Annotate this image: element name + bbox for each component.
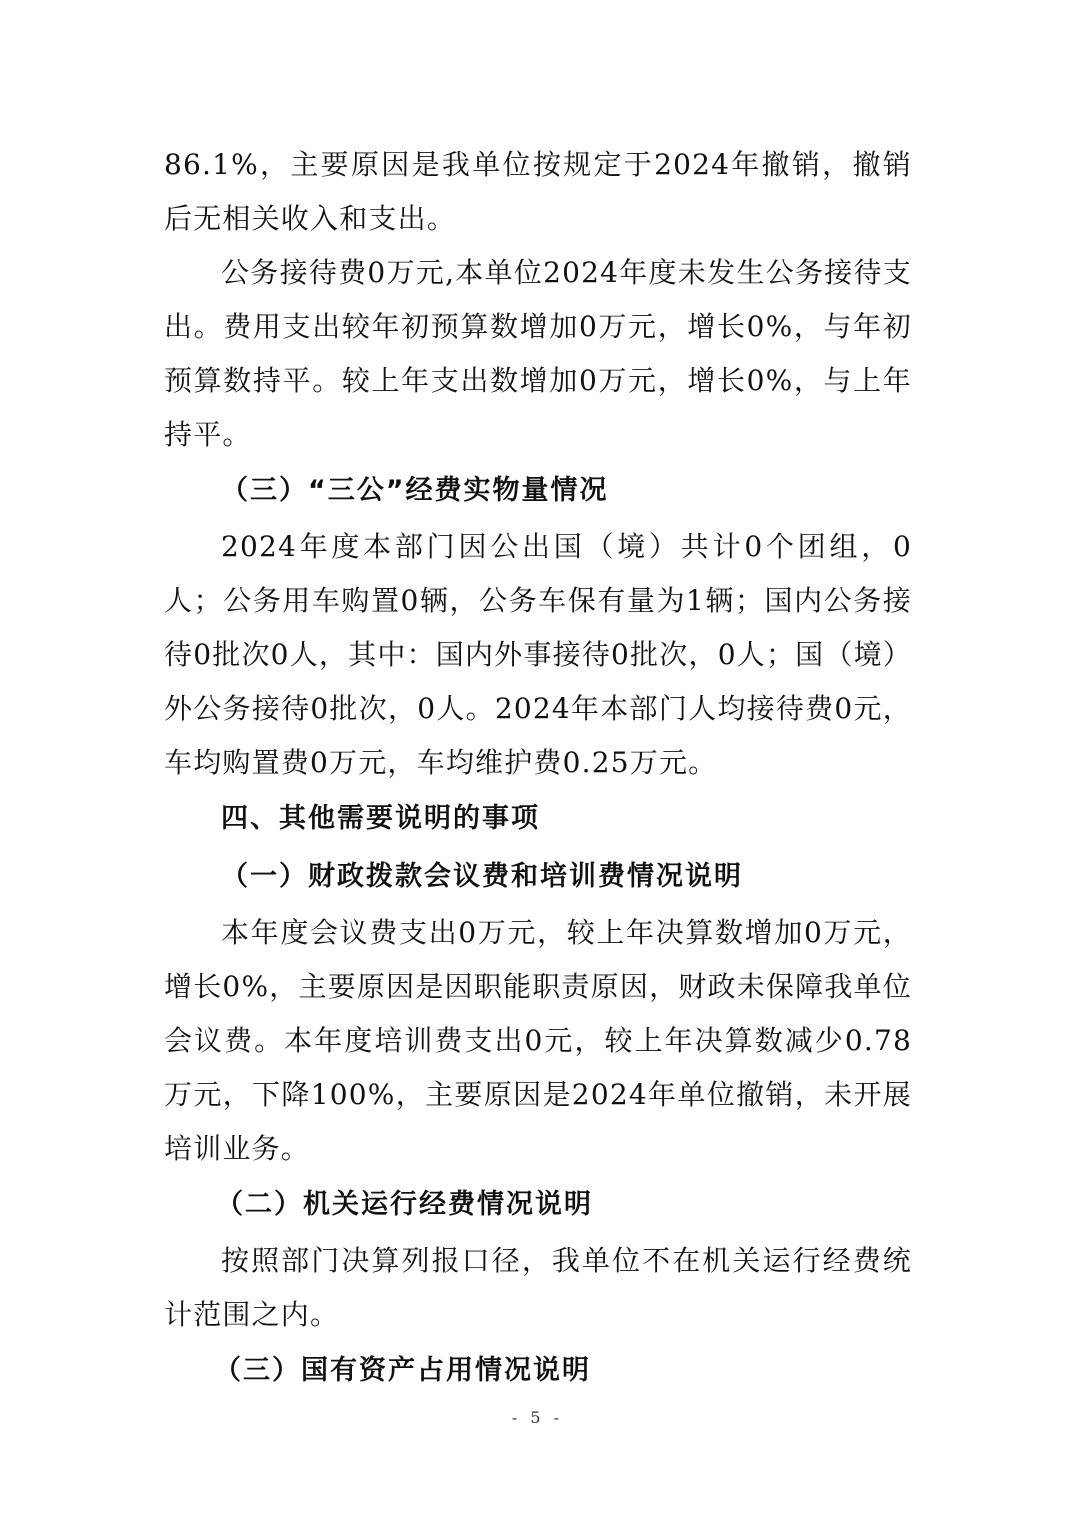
- heading-meeting-training: （一）财政拨款会议费和培训费情况说明: [221, 861, 743, 892]
- paragraph-reception-fee: 公务接待费0万元,本单位2024年度未发生公务接待支出。费用支出较年初预算数增加0万元，增长0%，与年初预算数持平。较上年支出数增加0万元，增长0%，与上年持平。: [164, 256, 912, 451]
- heading-state-assets: （三）国有资产占用情况说明: [214, 1355, 591, 1386]
- paragraph-physical-quantity: 2024年度本部门因公出国（境）共计0个团组，0人；公务用车购置0辆，公务车保有量为1辆；国内公务接待0批次0人，其中：国内外事接待0批次，0人；国（境）外公务接待0批次，0人。2024年本部门人均接待费0元，车均购置费0万元，车均维护费0.25万元。: [164, 530, 912, 779]
- paragraph-operating-expenses: 按照部门决算列报口径，我单位不在机关运行经费统计范围之内。: [164, 1244, 912, 1331]
- heading-section-four: 四、其他需要说明的事项: [221, 803, 540, 834]
- page-number: - 5 -: [511, 1408, 564, 1427]
- paragraph-meeting-training: 本年度会议费支出0万元，较上年决算数增加0万元，增长0%，主要原因是因职能职责原因，财政未保障我单位会议费。本年度培训费支出0元，较上年决算数减少0.78万元，下降100%，主要原因是2024年单位撤销，未开展培训业务。: [164, 916, 912, 1165]
- paragraph-continuation: 86.1%，主要原因是我单位按规定于2024年撤销，撤销后无相关收入和支出。: [164, 148, 912, 235]
- page-content: [164, 138, 912, 1400]
- heading-operating-expenses: （二）机关运行经费情况说明: [216, 1189, 593, 1220]
- heading-three-public-quantity: （三）“三公”经费实物量情况: [221, 475, 609, 506]
